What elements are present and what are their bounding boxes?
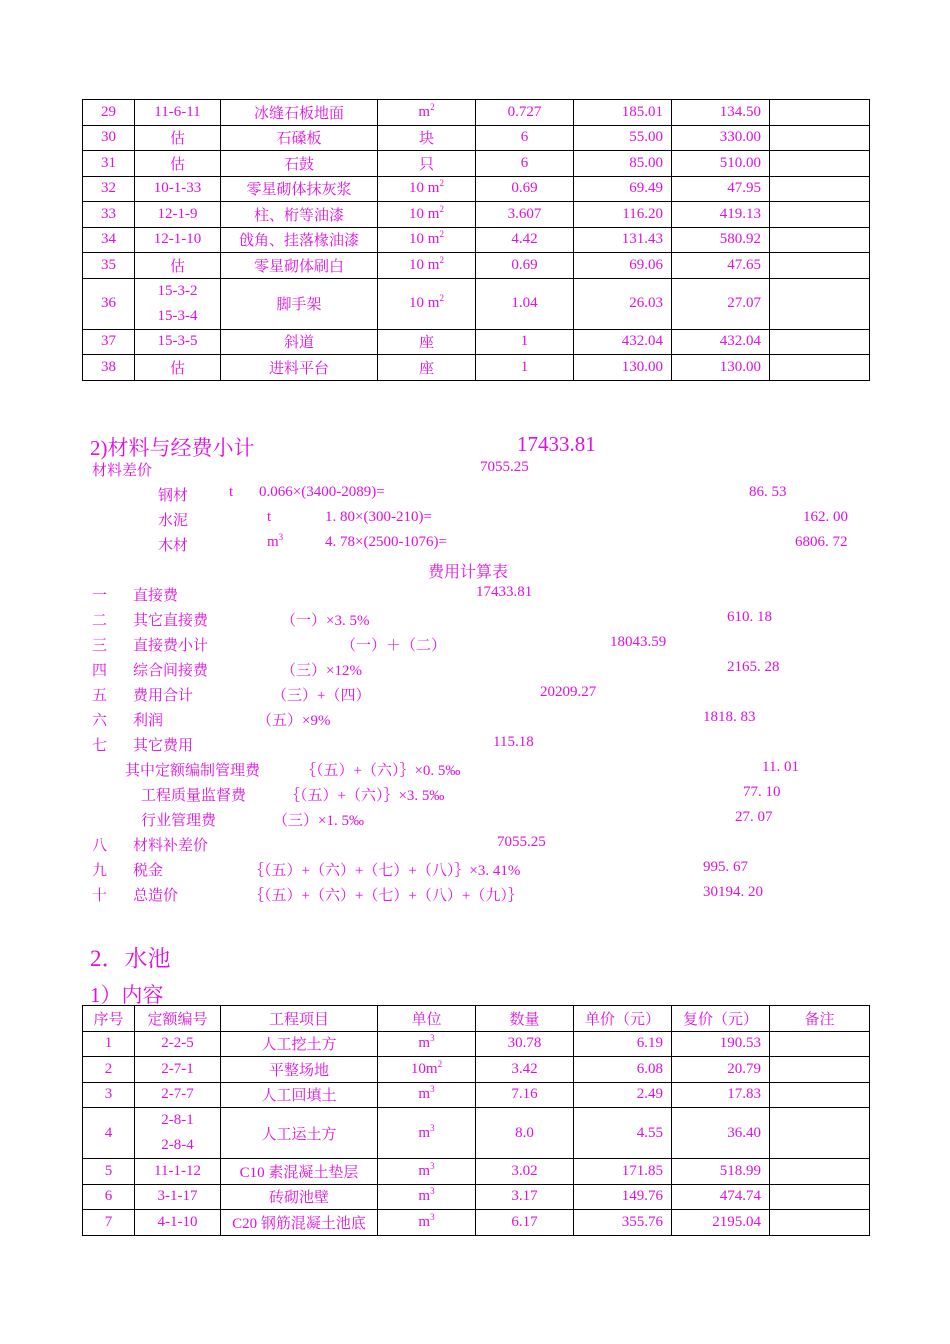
fee-line-formula: （一）＋（二） — [341, 638, 447, 654]
fee-line-num: 四 — [92, 663, 108, 679]
fee-line-num: 一 — [92, 588, 108, 604]
fee-line-formula: ｛（五）+（六）+（七）+（八）+（九）｝ — [249, 888, 523, 904]
table-row: 3 2-7-7 人工回填土 $m^3$ 7.16 2.49 17.83 — [83, 1082, 870, 1108]
fee-line-num: 二 — [92, 613, 108, 629]
fee-line-formula: （三）×1. 5‰ — [273, 813, 364, 829]
material-steel-formula: 0.066×(3400-2089)= — [259, 484, 385, 500]
section-subtitle: 1）内容 — [90, 983, 164, 1007]
col-header: 工程项目 — [221, 1006, 378, 1032]
fee-line-value: 2165. 28 — [727, 659, 780, 675]
fee-line-label: 税金 — [133, 863, 164, 879]
fee-line-label: 直接费 — [133, 588, 179, 604]
fee-line-formula: ｛（五）+（六）｝×0. 5‰ — [301, 763, 461, 779]
fee-line-num: 五 — [92, 688, 108, 704]
fee-line-num: 八 — [92, 838, 108, 854]
material-wood-formula: 4. 78×(2500-1076)= — [325, 534, 447, 550]
fee-line-label: 直接费小计 — [133, 638, 209, 654]
table-row: 7 4-1-10 C20 钢筋混凝土池底 $m^3$ 6.17 355.76 2195.04 — [83, 1210, 870, 1236]
fee-line-value: 17433.81 — [476, 584, 533, 600]
table-row: 2 2-7-1 平整场地 $10m^2$ 3.42 6.08 20.79 — [83, 1057, 870, 1083]
material-wood-name: 木材 — [158, 538, 189, 554]
fee-line-formula: ｛（五）+（六）｝×3. 5‰ — [285, 788, 445, 804]
table-row: 4 2-8-1 2-8-4 人工运土方 $m^3$ 8.0 4.55 36.40 — [83, 1108, 870, 1159]
fee-line-value: 27. 07 — [735, 809, 773, 825]
table-row: 5 11-1-12 C10 素混凝土垫层 $m^3$ 3.02 171.85 518.99 — [83, 1159, 870, 1185]
table-row: 32 10-1-33 零星砌体抹灰浆 10 $m^2$ 0.69 69.49 47.95 — [83, 176, 870, 202]
fee-line-value: 995. 67 — [703, 859, 748, 875]
fee-line-formula: （一）×3. 5% — [281, 613, 370, 629]
col-header: 备注 — [770, 1006, 870, 1032]
fee-line-value: 20209.27 — [540, 684, 597, 700]
table-row: 29 11-6-11 冰缝石板地面 $m^2$ 0.727 185.01 134.50 — [83, 100, 870, 126]
fee-line-num: 六 — [92, 713, 108, 729]
fee-line-formula: （三）×12% — [281, 663, 362, 679]
fee-line-label: 综合间接费 — [133, 663, 209, 679]
cost-table-2-body — [83, 1031, 870, 1235]
subtotal-title: 2)材料与经费小计 — [90, 436, 255, 460]
subtotal-amount: 17433.81 — [517, 432, 596, 456]
table-row: 30 估 石磉板 块 6 55.00 330.00 — [83, 125, 870, 151]
fee-line-label: 材料补差价 — [133, 838, 209, 854]
col-header: 数量 — [476, 1006, 574, 1032]
fee-line-value: 30194. 20 — [703, 884, 763, 900]
table-row: 35 估 零星砌体刷白 10 $m^2$ 0.69 69.06 47.65 — [83, 253, 870, 279]
fee-line-label: 其中定额编制管理费 — [125, 763, 261, 779]
table-row: 31 估 石鼓 只 6 85.00 510.00 — [83, 151, 870, 177]
fee-line-num: 九 — [92, 863, 108, 879]
fee-line-num: 三 — [92, 638, 108, 654]
material-steel-value: 86. 53 — [749, 484, 787, 500]
table-row: 6 3-1-17 砖砌池壁 $m^3$ 3.17 149.76 474.74 — [83, 1184, 870, 1210]
cost-table-1-body — [83, 100, 870, 381]
fee-line-value: 11. 01 — [762, 759, 799, 775]
fee-line-label: 利润 — [133, 713, 164, 729]
col-header: 序号 — [83, 1006, 135, 1032]
fee-line-value: 7055.25 — [497, 834, 546, 850]
fee-line-label: 其它直接费 — [133, 613, 209, 629]
cost-table-1 — [82, 99, 870, 381]
fee-line-value: 115.18 — [493, 734, 534, 750]
fee-line-label: 费用合计 — [133, 688, 194, 704]
col-header: 单价（元） — [574, 1006, 672, 1032]
fee-line-label: 行业管理费 — [141, 813, 217, 829]
fee-line-label: 其它费用 — [133, 738, 194, 754]
fee-line-num: 七 — [92, 738, 108, 754]
section-title: 2．水池 — [90, 946, 171, 971]
col-header: 定额编号 — [135, 1006, 221, 1032]
material-cement-name: 水泥 — [158, 513, 189, 529]
material-diff-label: 材料差价 — [92, 463, 153, 479]
cost-table-2-header — [83, 1006, 870, 1032]
fee-line-value: 610. 18 — [727, 609, 772, 625]
table-row: 1 2-2-5 人工挖土方 $m^3$ 30.78 6.19 190.53 — [83, 1031, 870, 1057]
fee-line-value: 1818. 83 — [703, 709, 756, 725]
table-row: 34 12-1-10 戗角、挂落椽油漆 10 $m^2$ 4.42 131.43 580.92 — [83, 227, 870, 253]
material-steel-name: 钢材 — [158, 488, 189, 504]
fee-line-formula: ｛（五）+（六）+（七）+（八）｝×3. 41% — [249, 863, 521, 879]
material-cement-formula: 1. 80×(300-210)= — [325, 509, 432, 525]
material-steel-unit: t — [229, 484, 234, 500]
material-wood-value: 6806. 72 — [795, 534, 848, 550]
material-cement-unit: t — [267, 509, 272, 525]
fee-line-formula: （五）×9% — [257, 713, 331, 729]
material-cement-value: 162. 00 — [803, 509, 848, 525]
fee-table-title: 费用计算表 — [428, 564, 509, 581]
material-diff-amount: 7055.25 — [480, 459, 529, 475]
fee-line-label: 工程质量监督费 — [141, 788, 247, 804]
col-header: 单位 — [378, 1006, 476, 1032]
material-wood-unit: $m^3$ — [267, 532, 284, 550]
fee-line-formula: （三）+（四） — [272, 688, 371, 704]
col-header: 复价（元） — [672, 1006, 770, 1032]
table-row: 38 估 进料平台 座 1 130.00 130.00 — [83, 355, 870, 381]
table-row: 36 15-3-2 15-3-4 脚手架 10 $m^2$ 1.04 26.03 27.07 — [83, 278, 870, 329]
fee-line-value: 18043.59 — [610, 634, 667, 650]
table-row: 37 15-3-5 斜道 座 1 432.04 432.04 — [83, 329, 870, 355]
table-header-row — [83, 1006, 870, 1032]
table-row: 33 12-1-9 柱、桁等油漆 10 $m^2$ 3.607 116.20 419.13 — [83, 202, 870, 228]
fee-line-label: 总造价 — [133, 888, 179, 904]
fee-line-num: 十 — [92, 888, 108, 904]
fee-line-value: 77. 10 — [743, 784, 781, 800]
cost-table-2 — [82, 1005, 870, 1236]
